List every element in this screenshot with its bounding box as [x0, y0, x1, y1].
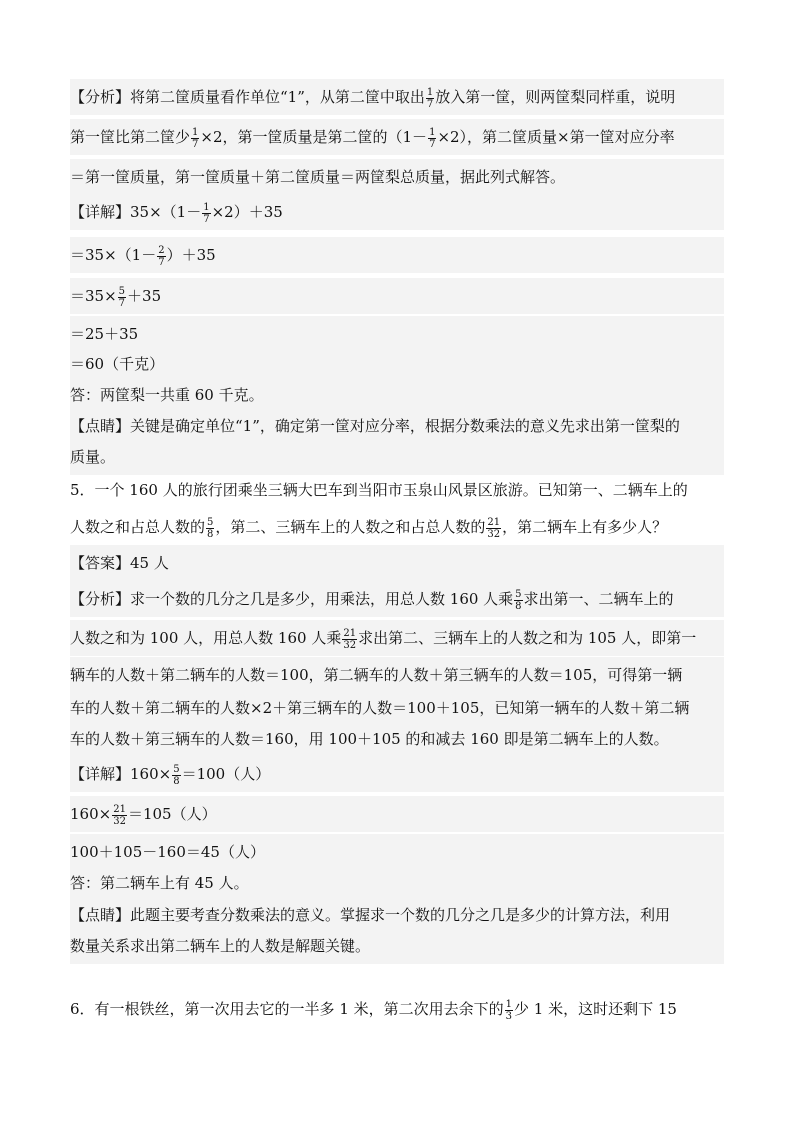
text-line-23	[70, 865, 724, 901]
fraction-denominator: 7	[203, 213, 210, 225]
fraction-denominator: 7	[426, 98, 434, 110]
text-line-4	[70, 194, 724, 230]
text-line-25	[70, 928, 724, 964]
text-segment: ×2）＋35	[211, 203, 283, 221]
fraction-numerator: 5	[515, 588, 522, 600]
text-segment: 人数之和占总人数的	[70, 518, 206, 536]
text-segment: 答：第二辆车上有 45 人。	[70, 874, 249, 892]
text-segment: 160×	[70, 805, 112, 823]
text-segment: ＝35×（1－	[70, 246, 157, 264]
text-line-20	[70, 756, 724, 792]
text-segment: 6．有一根铁丝，第一次用去它的一半多 1 米，第二次用去余下的	[70, 1000, 504, 1018]
fraction-denominator: 32	[487, 528, 501, 540]
text-segment: ＝105（人）	[127, 805, 217, 823]
fraction-numerator: 1	[192, 126, 199, 138]
fraction	[206, 517, 214, 540]
fraction	[514, 589, 522, 612]
text-segment: 【分析】将第二筐质量看作单位“1”，从第二筐中取出	[70, 88, 425, 106]
text-segment: 人数之和为 100 人，用总人数 160 人乘	[70, 629, 342, 647]
fraction-denominator: 8	[173, 775, 180, 787]
fraction-numerator: 5	[207, 516, 214, 528]
text-segment: ＝25＋35	[70, 325, 139, 343]
text-segment: 5．一个 160 人的旅行团乘坐三辆大巴车到当阳市玉泉山风景区旅游。已知第一、二辆车上的	[70, 481, 688, 499]
fraction	[426, 87, 434, 110]
fraction	[172, 764, 180, 787]
text-segment: 辆车的人数＋第二辆车的人数＝100，第二辆车的人数＋第三辆车的人数＝105，可得第一辆	[70, 666, 683, 684]
text-segment: 少 1 米，这时还剩下 15	[514, 1000, 677, 1018]
text-segment: ）＋35	[166, 246, 216, 264]
text-line-6	[70, 278, 724, 314]
text-segment: 【分析】求一个数的几分之几是多少，用乘法，用总人数 160 人乘	[70, 590, 514, 608]
text-segment: ＋35	[127, 287, 162, 305]
fraction-numerator: 21	[487, 516, 501, 528]
text-segment: ＝35×	[70, 287, 117, 305]
fraction	[486, 517, 501, 540]
text-line-2	[70, 119, 724, 155]
text-segment: 求出第一、二辆车上的	[523, 590, 674, 608]
fraction	[118, 286, 126, 309]
text-segment: 车的人数＋第三辆车的人数＝160，用 100＋105 的和减去 160 即是第二辆车上的人数。	[70, 730, 669, 748]
text-segment: 【详解】35×（1－	[70, 203, 202, 221]
fraction-denominator: 7	[429, 138, 436, 150]
text-segment: ×2），第二筐质量×第一筐对应分率	[437, 128, 675, 146]
fraction	[428, 127, 436, 150]
fraction-denominator: 7	[158, 256, 165, 268]
text-segment: ，第二辆车上有多少人？	[502, 518, 668, 536]
text-segment: ＝60（千克）	[70, 355, 165, 373]
text-segment: 【答案】45 人	[70, 554, 169, 572]
fraction-denominator: 7	[192, 138, 199, 150]
text-segment: 答：两筐梨一共重 60 千克。	[70, 386, 264, 404]
fraction-denominator: 8	[207, 528, 214, 540]
fraction-denominator: 7	[118, 297, 126, 309]
fraction-denominator: 32	[113, 815, 126, 827]
text-line-5	[70, 237, 724, 273]
text-segment: 【详解】160×	[70, 765, 172, 783]
text-line-11	[70, 439, 724, 475]
fraction-numerator: 21	[343, 627, 357, 639]
text-segment: ，第二、三辆车上的人数之和占总人数的	[215, 518, 486, 536]
text-line-17	[70, 657, 724, 693]
fraction	[202, 202, 210, 225]
text-line-19	[70, 721, 724, 757]
text-line-1	[70, 79, 724, 115]
fraction	[505, 999, 513, 1022]
fraction	[191, 127, 199, 150]
fraction-denominator: 3	[505, 1010, 513, 1022]
text-segment: ＝第一筐质量，第一筐质量＋第二筐质量＝两筐梨总质量，据此列式解答。	[70, 168, 566, 186]
fraction	[157, 245, 165, 268]
text-segment: 100＋105－160＝45（人）	[70, 843, 265, 861]
text-segment: 【点睛】此题主要考查分数乘法的意义。掌握求一个数的几分之几是多少的计算方法，利用	[70, 906, 671, 924]
text-line-12	[70, 472, 724, 508]
fraction	[112, 804, 127, 827]
fraction	[342, 628, 357, 651]
text-line-26	[70, 991, 724, 1027]
text-segment: 数量关系求出第二辆车上的人数是解题关键。	[70, 937, 371, 955]
fraction-numerator: 1	[426, 86, 434, 98]
fraction-numerator: 5	[118, 285, 126, 297]
fraction-numerator: 1	[203, 201, 210, 213]
fraction-numerator: 21	[113, 803, 126, 815]
text-segment: 求出第二、三辆车上的人数之和为 105 人，即第一	[358, 629, 697, 647]
text-line-3	[70, 159, 724, 195]
text-line-16	[70, 620, 724, 656]
fraction-denominator: 32	[343, 639, 357, 651]
text-segment: ＝100（人）	[181, 765, 271, 783]
text-segment: 【点睛】关键是确定单位“1”，确定第一筐对应分率，根据分数乘法的意义先求出第一筐梨的	[70, 417, 680, 435]
text-segment: 车的人数＋第二辆车的人数×2＋第三辆车的人数＝100＋105，已知第一辆车的人数＋第二辆	[70, 699, 690, 717]
text-segment: 质量。	[70, 448, 116, 466]
fraction-denominator: 8	[515, 600, 522, 612]
fraction-numerator: 1	[505, 998, 513, 1010]
text-line-14	[70, 545, 724, 581]
text-line-13	[70, 509, 724, 545]
text-line-21	[70, 796, 724, 832]
fraction-numerator: 5	[173, 763, 180, 775]
text-segment: 放入第一筐，则两筐梨同样重，说明	[435, 88, 676, 106]
text-segment: ×2，第一筐质量是第二筐的（1－	[200, 128, 428, 146]
fraction-numerator: 2	[158, 244, 165, 256]
text-line-15	[70, 581, 724, 617]
text-segment: 第一筐比第二筐少	[70, 128, 191, 146]
fraction-numerator: 1	[429, 126, 436, 138]
